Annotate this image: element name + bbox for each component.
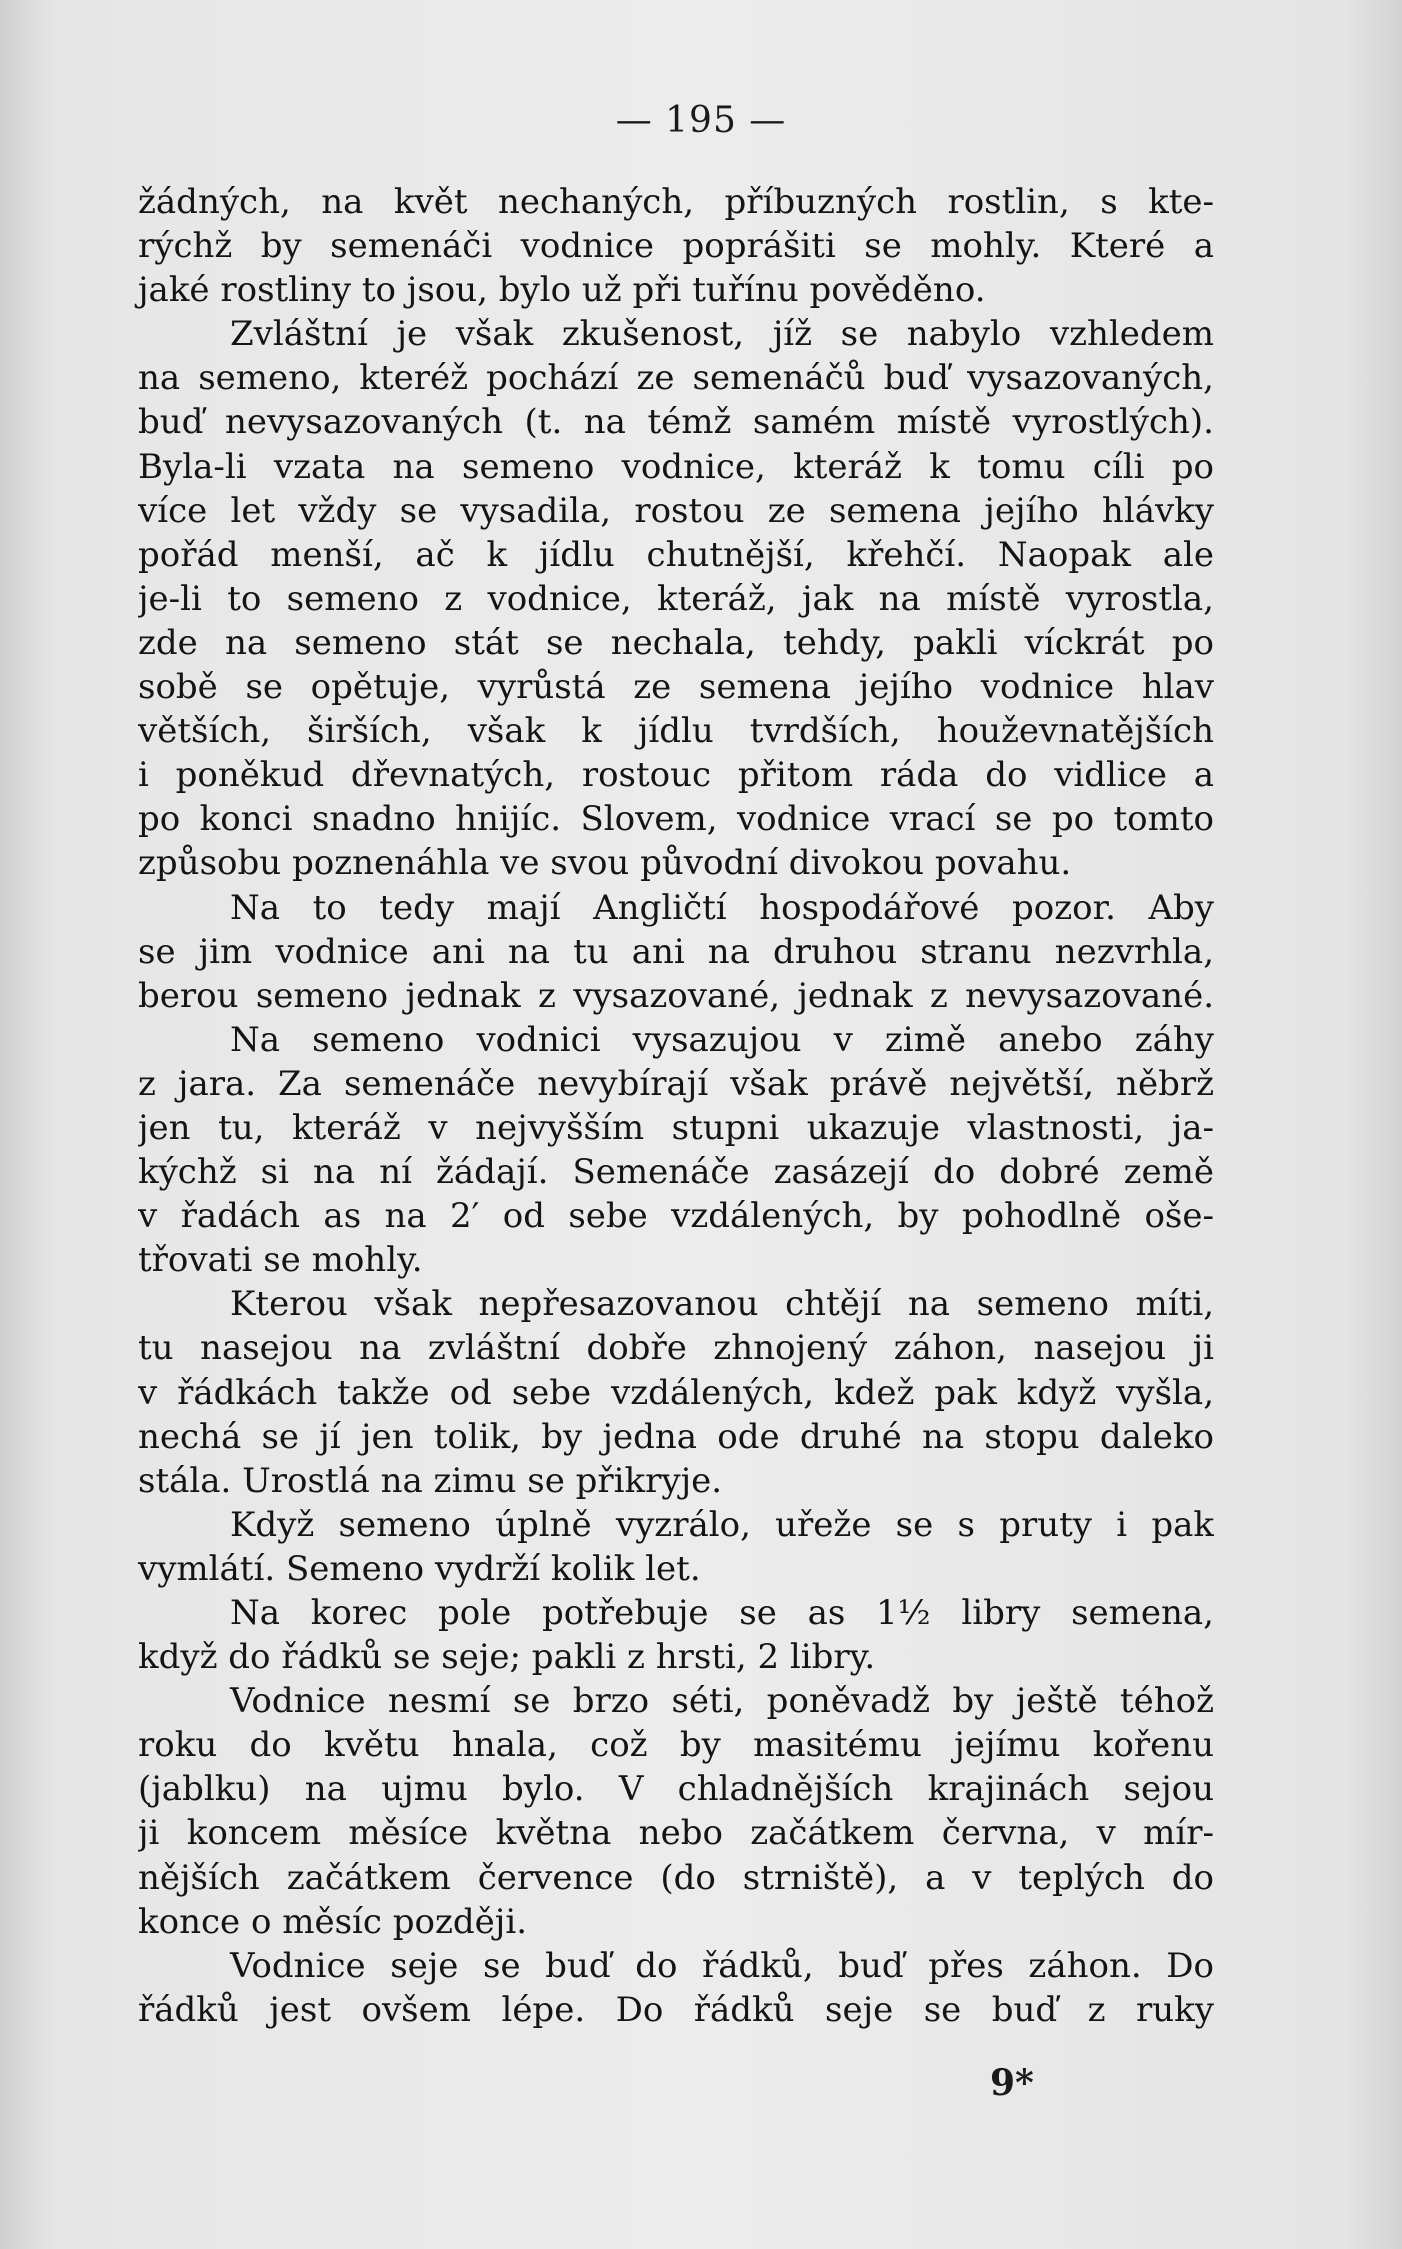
text-line: z jara. Za semenáče nevybírají však právě největší, něbrž [138,1063,1214,1104]
text-line: když do řádků se seje; pakli z hrsti, 2 libry. [138,1637,876,1678]
text-line: jen tu, kteráž v nejvyšším stupni ukazuje vlastnosti, ja- [138,1107,1214,1148]
text-line: je-li to semeno z vodnice, kteráž, jak na místě vyrostla, [138,578,1214,619]
text-line: třovati se mohly. [138,1240,423,1281]
text-line: kýchž si na ní žádají. Semenáče zasázejí do dobré země [138,1152,1214,1193]
text-line: i poněkud dřevnatých, rostouc přitom ráda do vidlice a [138,755,1214,796]
text-line: Kterou však nepřesazovanou chtějí na semeno míti, [230,1284,1214,1325]
signature-mark: 9* [990,2062,1034,2104]
body-text [138,180,1214,2032]
page-number: — 195 — [615,100,787,141]
text-line: více let vždy se vysadila, rostou ze semena jejího hlávky [138,490,1214,531]
text-line: nechá se jí jen tolik, by jedna ode druhé na stopu daleko [138,1416,1214,1457]
text-line: konce o měsíc později. [138,1901,528,1942]
text-line: nějších začátkem července (do strniště), a v teplých do [138,1857,1214,1898]
text-line: Na korec pole potřebuje se as 1½ libry semena, [230,1593,1214,1633]
text-line: Vodnice seje se buď do řádků, buď přes záhon. Do [230,1945,1214,1986]
text-line: Na to tedy mají Angličtí hospodářové pozor. Aby [230,887,1214,928]
text-line: tu nasejou na zvláštní dobře zhnojený záhon, nasejou ji [138,1328,1214,1369]
text-line: zde na semeno stát se nechala, tehdy, pakli víckrát po [138,622,1214,663]
text-line: Když semeno úplně vyzrálo, uřeže se s pruty i pak [230,1504,1214,1545]
text-line: ji koncem měsíce května nebo začátkem června, v mír- [138,1813,1214,1854]
text-line: stála. Urostlá na zimu se přikryje. [138,1460,723,1501]
text-line: jaké rostliny to jsou, bylo už při tuřínu pověděno. [138,270,986,311]
text-line: větších, širších, však k jídlu tvrdších, houževnatějších [138,711,1214,752]
text-line: roku do květu hnala, což by masitému jejímu kořenu [138,1725,1214,1766]
text-line: berou semeno jednak z vysazované, jednak z nevysazované. [138,975,1214,1016]
text-line: buď nevysazovaných (t. na témž samém místě vyrostlých). [138,402,1214,443]
text-line: Zvláštní je však zkušenost, jíž se nabylo vzhledem [230,314,1214,355]
text-line: způsobu poznenáhla ve svou původní divokou povahu. [138,843,1072,884]
text-line: Vodnice nesmí se brzo séti, poněvadž by ještě téhož [230,1681,1214,1722]
text-line: se jim vodnice ani na tu ani na druhou stranu nezvrhla, [138,931,1214,972]
text-line: v řádkách takže od sebe vzdálených, kdež pak když vyšla, [138,1372,1214,1413]
text-line: (jablku) na ujmu bylo. V chladnějších krajinách sejou [138,1769,1214,1810]
text-line: sobě se opětuje, vyrůstá ze semena jejího vodnice hlav [138,667,1214,708]
text-line: v řadách as na 2′ od sebe vzdálených, by pohodlně oše- [138,1196,1214,1237]
text-line: vymlátí. Semeno vydrží kolik let. [138,1548,701,1589]
text-line: žádných, na květ nechaných, příbuzných rostlin, s kte- [138,182,1214,222]
text-line: Na semeno vodnici vysazujou v zimě anebo záhy [230,1019,1214,1060]
text-line: po konci snadno hnijíc. Slovem, vodnice vrací se po tomto [138,799,1214,840]
text-line: na semeno, kteréž pochází ze semenáčů buď vysazovaných, [138,358,1214,399]
text-line: pořád menší, ač k jídlu chutnější, křehčí. Naopak ale [138,534,1214,575]
text-line: Byla-li vzata na semeno vodnice, kteráž k tomu cíli po [138,446,1214,487]
text-line: řádků jest ovšem lépe. Do řádků seje se buď z ruky [138,1989,1214,2030]
text-line: rýchž by semenáči vodnice poprášiti se mohly. Které a [138,226,1214,267]
